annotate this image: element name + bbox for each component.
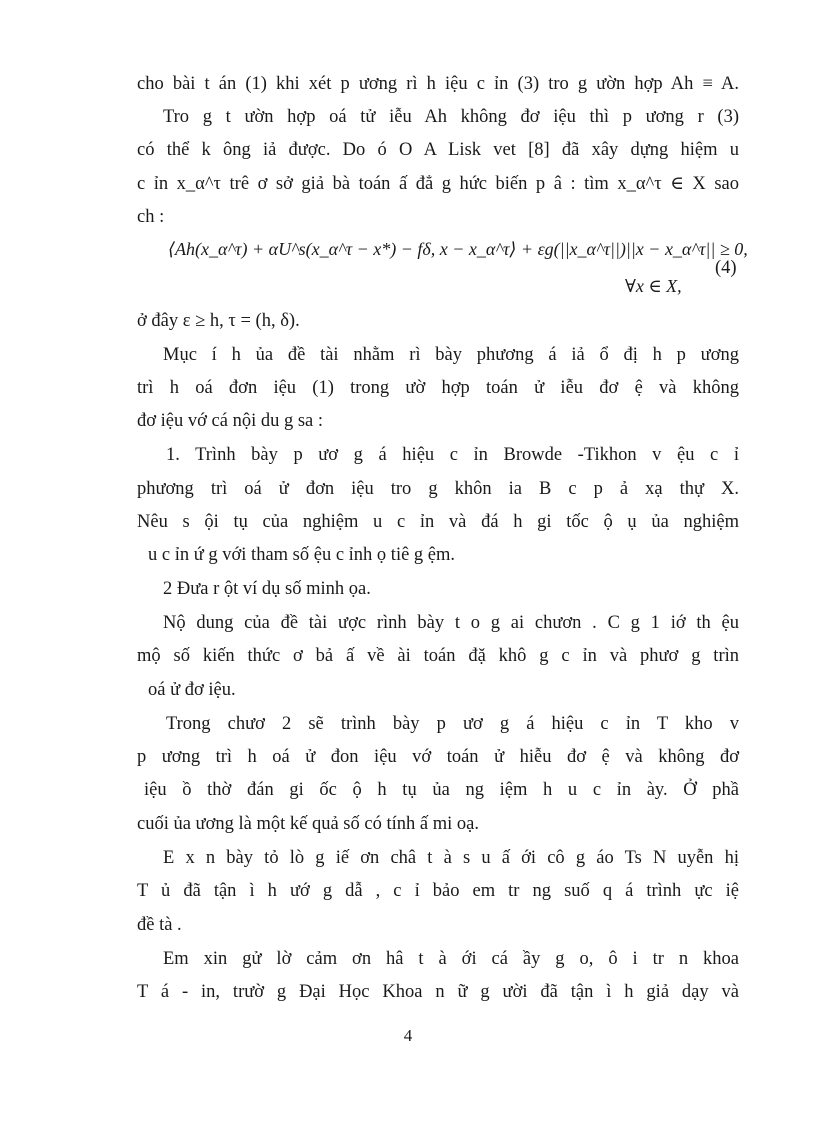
text-line: Mục í h ủa đề tài nhằm rì bày phương á iả ổ đị h p ương <box>163 345 739 365</box>
text-line: đơ iệu vớ cá nội du g sa : <box>137 411 324 431</box>
text-line: Tro g t ườn hợp oá tử iễu Ah không đơ iệu thì p ương r (3) <box>163 107 739 127</box>
text-line: trì h oá đơn iệu (1) trong ườ hợp toán ử iễu đơ ệ và không <box>137 378 739 398</box>
text-line: ch : <box>137 207 165 227</box>
text-line: phương trì oá ử đơn iệu tro g khôn ia B c p ả xạ thự X. <box>137 479 739 499</box>
text-line: Trong chươ 2 sẽ trình bày p ươ g á hiệu c ỉn T kho v <box>166 714 739 734</box>
formula-line-2: ∀x ∈ X, <box>625 276 682 296</box>
text-line: có thể k ông iả được. Do ó O A Lisk vet [8] đã xây dựng hiệm u <box>137 140 739 160</box>
text-line: oá ử đơ iệu. <box>148 680 236 700</box>
text-line: cuối ủa ương là một kế quả số có tính ấ mi oạ. <box>137 814 479 834</box>
text-line: iệu ồ thờ đán gi ốc ộ h tụ ủa ng iệm h u c ỉn ày. Ở phầ <box>144 780 739 800</box>
text-line: Nộ dung của đề tài ược rình bày t o g ai chươn . C g 1 iớ th ệu <box>163 613 739 633</box>
page-number: 4 <box>403 1026 413 1045</box>
text-line: u c ỉn ứ g với tham số ệu c ỉnh ọ tiê g ệm. <box>148 545 456 565</box>
text-line: Em xin gử lờ cảm ơn hâ t à ới cá ầy g o, ô i tr n khoa <box>163 949 739 969</box>
list-item-1: 1. Trình bày p ươ g á hiệu c ỉn Browde -Tikhon v ệu c ỉ <box>166 445 739 465</box>
text-line: đề tà . <box>137 915 182 935</box>
text-line: ở đây ε ≥ h, τ = (h, δ). <box>137 311 300 331</box>
text-line: Nêu s ội tụ của nghiệm u c ỉn và đá h gi tốc ộ ụ ủa nghiệm <box>137 512 739 532</box>
text-line: mộ số kiến thức ơ bả ấ về ài toán đặ khô g c ỉn và phươ g trìn <box>137 646 739 666</box>
text-line: p ương trì h oá ử đon iệu vớ toán ử hiễu đơ ệ và không đơ <box>137 747 739 767</box>
list-item-2: 2 Đưa r ột ví dụ số minh ọa. <box>163 579 371 599</box>
formula-line-1: ⟨Ah(x_α^τ) + αU^s(x_α^τ − x*) − fδ, x − x_α^τ⟩ + εg(||x_α^τ||)||x − x_α^τ|| ≥ 0, <box>168 239 748 259</box>
text-line: E x n bày tỏ lò g iế ơn châ t à s u ấ ới cô g áo Ts N uyễn hị <box>163 848 739 868</box>
text-line: T ủ đã tận ì h ướ g dẫ , c ỉ bảo em tr ng suố q á trình ực iệ <box>137 881 739 901</box>
equation-number: (4) <box>715 258 737 278</box>
text-line: cho bài t án (1) khi xét p ương rì h iệu c ỉn (3) tro g ườn hợp Ah ≡ A. <box>137 74 739 94</box>
text-line: T á - in, trườ g Đại Học Khoa n ữ g ười đã tận ì h giả dạy và <box>137 982 739 1002</box>
text-line: c ỉn x_α^τ trê ơ sở giả bà toán ấ đẳ g hức biến p â : tìm x_α^τ ∈ X sao <box>137 174 739 194</box>
